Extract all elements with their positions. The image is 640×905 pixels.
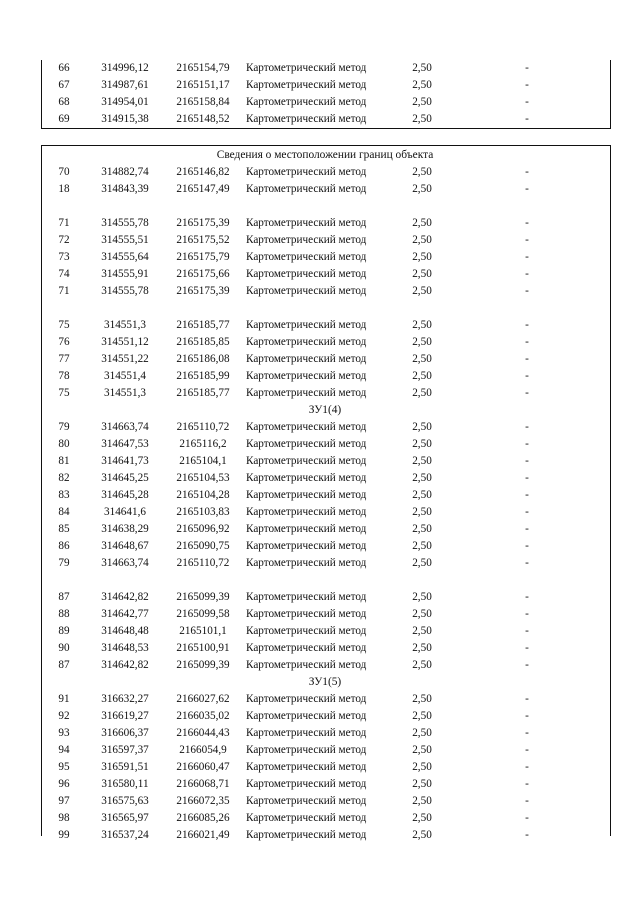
x-coordinate-cell: 316537,24 (101, 829, 149, 841)
point-number-cell: 87 (58, 659, 70, 671)
method-cell: Картометрический метод (246, 472, 367, 484)
method-cell: Картометрический метод (246, 557, 367, 569)
method-cell: Картометрический метод (246, 79, 367, 91)
accuracy-cell: 2,50 (412, 251, 432, 263)
method-cell: Картометрический метод (246, 234, 367, 246)
table-row (0, 759, 640, 776)
x-coordinate-cell: 314987,61 (101, 79, 149, 91)
y-coordinate-cell: 2165175,79 (176, 251, 230, 263)
table-row (0, 776, 640, 793)
description-cell: - (525, 285, 529, 297)
method-cell: Картометрический метод (246, 268, 367, 280)
description-cell: - (525, 829, 529, 841)
x-coordinate-cell: 314954,01 (101, 96, 149, 108)
accuracy-cell: 2,50 (412, 183, 432, 195)
accuracy-cell: 2,50 (412, 591, 432, 603)
table-row (0, 725, 640, 742)
table-row (0, 385, 640, 402)
method-cell: Картометрический метод (246, 421, 367, 433)
x-coordinate-cell: 316580,11 (101, 778, 149, 790)
x-coordinate-cell: 314555,64 (101, 251, 149, 263)
point-number-cell: 76 (58, 336, 70, 348)
y-coordinate-cell: 2165104,28 (176, 489, 230, 501)
x-coordinate-cell: 314551,12 (101, 336, 149, 348)
accuracy-cell: 2,50 (412, 217, 432, 229)
point-number-cell: 18 (58, 183, 70, 195)
accuracy-cell: 2,50 (412, 438, 432, 450)
table-row (0, 111, 640, 128)
accuracy-cell: 2,50 (412, 693, 432, 705)
y-coordinate-cell: 2165100,91 (176, 642, 230, 654)
description-cell: - (525, 523, 529, 535)
accuracy-cell: 2,50 (412, 370, 432, 382)
x-coordinate-cell: 314663,74 (101, 421, 149, 433)
description-cell: - (525, 234, 529, 246)
description-cell: - (525, 96, 529, 108)
table-row (0, 317, 640, 334)
table-row (0, 94, 640, 111)
table-row (0, 453, 640, 470)
method-cell: Картометрический метод (246, 795, 367, 807)
x-coordinate-cell: 314555,51 (101, 234, 149, 246)
x-coordinate-cell: 314648,67 (101, 540, 149, 552)
accuracy-cell: 2,50 (412, 387, 432, 399)
x-coordinate-cell: 314645,28 (101, 489, 149, 501)
y-coordinate-cell: 2165185,77 (176, 387, 230, 399)
method-cell: Картометрический метод (246, 489, 367, 501)
table-row (0, 181, 640, 198)
method-cell: Картометрический метод (246, 319, 367, 331)
description-cell: - (525, 79, 529, 91)
method-cell: Картометрический метод (246, 608, 367, 620)
table-row (0, 249, 640, 266)
table-row (0, 827, 640, 844)
point-number-cell: 81 (58, 455, 70, 467)
accuracy-cell: 2,50 (412, 829, 432, 841)
accuracy-cell: 2,50 (412, 795, 432, 807)
parcel-subheader: ЗУ1(4) (308, 404, 342, 416)
method-cell: Картометрический метод (246, 540, 367, 552)
accuracy-cell: 2,50 (412, 540, 432, 552)
x-coordinate-cell: 314663,74 (101, 557, 149, 569)
point-number-cell: 79 (58, 421, 70, 433)
y-coordinate-cell: 2165090,75 (176, 540, 230, 552)
y-coordinate-cell: 2165151,17 (176, 79, 230, 91)
accuracy-cell: 2,50 (412, 744, 432, 756)
method-cell: Картометрический метод (246, 370, 367, 382)
accuracy-cell: 2,50 (412, 113, 432, 125)
x-coordinate-cell: 314915,38 (101, 113, 149, 125)
x-coordinate-cell: 314843,39 (101, 183, 149, 195)
point-number-cell: 83 (58, 489, 70, 501)
point-number-cell: 92 (58, 710, 70, 722)
table-row (0, 623, 640, 640)
y-coordinate-cell: 2166021,49 (176, 829, 230, 841)
accuracy-cell: 2,50 (412, 761, 432, 773)
table-row (0, 419, 640, 436)
accuracy-cell: 2,50 (412, 319, 432, 331)
description-cell: - (525, 795, 529, 807)
x-coordinate-cell: 314641,6 (104, 506, 146, 518)
method-cell: Картометрический метод (246, 642, 367, 654)
x-coordinate-cell: 316619,27 (101, 710, 149, 722)
x-coordinate-cell: 314555,78 (101, 285, 149, 297)
point-number-cell: 71 (58, 285, 70, 297)
x-coordinate-cell: 314996,12 (101, 62, 149, 74)
accuracy-cell: 2,50 (412, 506, 432, 518)
table-row (0, 691, 640, 708)
point-number-cell: 98 (58, 812, 70, 824)
description-cell: - (525, 62, 529, 74)
description-cell: - (525, 761, 529, 773)
point-number-cell: 96 (58, 778, 70, 790)
point-number-cell: 74 (58, 268, 70, 280)
method-cell: Картометрический метод (246, 625, 367, 637)
description-cell: - (525, 540, 529, 552)
accuracy-cell: 2,50 (412, 812, 432, 824)
table-row (0, 538, 640, 555)
description-cell: - (525, 217, 529, 229)
x-coordinate-cell: 314882,74 (101, 166, 149, 178)
y-coordinate-cell: 2165110,72 (176, 557, 230, 569)
accuracy-cell: 2,50 (412, 659, 432, 671)
method-cell: Картометрический метод (246, 183, 367, 195)
description-cell: - (525, 166, 529, 178)
description-cell: - (525, 370, 529, 382)
y-coordinate-cell: 2165103,83 (176, 506, 230, 518)
accuracy-cell: 2,50 (412, 523, 432, 535)
description-cell: - (525, 113, 529, 125)
point-number-cell: 69 (58, 113, 70, 125)
description-cell: - (525, 183, 529, 195)
y-coordinate-cell: 2165099,39 (176, 659, 230, 671)
point-number-cell: 66 (58, 62, 70, 74)
y-coordinate-cell: 2165148,52 (176, 113, 230, 125)
accuracy-cell: 2,50 (412, 710, 432, 722)
description-cell: - (525, 710, 529, 722)
x-coordinate-cell: 316597,37 (101, 744, 149, 756)
description-cell: - (525, 557, 529, 569)
table-row (0, 708, 640, 725)
method-cell: Картометрический метод (246, 710, 367, 722)
description-cell: - (525, 489, 529, 501)
method-cell: Картометрический метод (246, 217, 367, 229)
method-cell: Картометрический метод (246, 829, 367, 841)
method-cell: Картометрический метод (246, 353, 367, 365)
method-cell: Картометрический метод (246, 455, 367, 467)
accuracy-cell: 2,50 (412, 557, 432, 569)
table-row (0, 351, 640, 368)
y-coordinate-cell: 2165101,1 (179, 625, 227, 637)
y-coordinate-cell: 2165185,85 (176, 336, 230, 348)
table-row (0, 368, 640, 385)
table-row (0, 436, 640, 453)
x-coordinate-cell: 314642,82 (101, 591, 149, 603)
description-cell: - (525, 421, 529, 433)
point-number-cell: 84 (58, 506, 70, 518)
description-cell: - (525, 319, 529, 331)
point-number-cell: 77 (58, 353, 70, 365)
method-cell: Картометрический метод (246, 659, 367, 671)
point-number-cell: 94 (58, 744, 70, 756)
y-coordinate-cell: 2165186,08 (176, 353, 230, 365)
y-coordinate-cell: 2165146,82 (176, 166, 230, 178)
accuracy-cell: 2,50 (412, 234, 432, 246)
y-coordinate-cell: 2165147,49 (176, 183, 230, 195)
point-number-cell: 70 (58, 166, 70, 178)
section-title: Сведения о местоположении границ объекта (216, 149, 434, 161)
accuracy-cell: 2,50 (412, 285, 432, 297)
description-cell: - (525, 438, 529, 450)
point-number-cell: 71 (58, 217, 70, 229)
description-cell: - (525, 455, 529, 467)
description-cell: - (525, 744, 529, 756)
table-row (0, 555, 640, 572)
y-coordinate-cell: 2165175,52 (176, 234, 230, 246)
accuracy-cell: 2,50 (412, 489, 432, 501)
accuracy-cell: 2,50 (412, 353, 432, 365)
x-coordinate-cell: 314645,25 (101, 472, 149, 484)
y-coordinate-cell: 2165154,79 (176, 62, 230, 74)
table-row (0, 793, 640, 810)
description-cell: - (525, 591, 529, 603)
point-number-cell: 90 (58, 642, 70, 654)
y-coordinate-cell: 2166060,47 (176, 761, 230, 773)
accuracy-cell: 2,50 (412, 727, 432, 739)
point-number-cell: 87 (58, 591, 70, 603)
x-coordinate-cell: 314555,91 (101, 268, 149, 280)
accuracy-cell: 2,50 (412, 608, 432, 620)
y-coordinate-cell: 2165099,58 (176, 608, 230, 620)
table-row (0, 60, 640, 77)
x-coordinate-cell: 314642,82 (101, 659, 149, 671)
point-number-cell: 88 (58, 608, 70, 620)
accuracy-cell: 2,50 (412, 62, 432, 74)
x-coordinate-cell: 314551,3 (104, 387, 146, 399)
y-coordinate-cell: 2165185,99 (176, 370, 230, 382)
method-cell: Картометрический метод (246, 113, 367, 125)
parcel-subheader: ЗУ1(5) (308, 676, 342, 688)
method-cell: Картометрический метод (246, 506, 367, 518)
table-row (0, 810, 640, 827)
point-number-cell: 82 (58, 472, 70, 484)
x-coordinate-cell: 314555,78 (101, 217, 149, 229)
description-cell: - (525, 336, 529, 348)
accuracy-cell: 2,50 (412, 336, 432, 348)
point-number-cell: 72 (58, 234, 70, 246)
y-coordinate-cell: 2166068,71 (176, 778, 230, 790)
x-coordinate-cell: 314647,53 (101, 438, 149, 450)
description-cell: - (525, 625, 529, 637)
y-coordinate-cell: 2166027,62 (176, 693, 230, 705)
table-row (0, 334, 640, 351)
method-cell: Картометрический метод (246, 778, 367, 790)
point-number-cell: 67 (58, 79, 70, 91)
method-cell: Картометрический метод (246, 387, 367, 399)
method-cell: Картометрический метод (246, 812, 367, 824)
accuracy-cell: 2,50 (412, 455, 432, 467)
accuracy-cell: 2,50 (412, 79, 432, 91)
x-coordinate-cell: 316591,51 (101, 761, 149, 773)
description-cell: - (525, 472, 529, 484)
point-number-cell: 75 (58, 387, 70, 399)
point-number-cell: 91 (58, 693, 70, 705)
table-row (0, 283, 640, 300)
y-coordinate-cell: 2165104,1 (179, 455, 227, 467)
table-row (0, 657, 640, 674)
table-row (0, 266, 640, 283)
point-number-cell: 73 (58, 251, 70, 263)
description-cell: - (525, 353, 529, 365)
accuracy-cell: 2,50 (412, 625, 432, 637)
table-row (0, 606, 640, 623)
y-coordinate-cell: 2165175,39 (176, 285, 230, 297)
y-coordinate-cell: 2166035,02 (176, 710, 230, 722)
accuracy-cell: 2,50 (412, 472, 432, 484)
description-cell: - (525, 251, 529, 263)
x-coordinate-cell: 314642,77 (101, 608, 149, 620)
point-number-cell: 68 (58, 96, 70, 108)
description-cell: - (525, 812, 529, 824)
point-number-cell: 75 (58, 319, 70, 331)
accuracy-cell: 2,50 (412, 421, 432, 433)
table-row (0, 232, 640, 249)
x-coordinate-cell: 316565,97 (101, 812, 149, 824)
method-cell: Картометрический метод (246, 96, 367, 108)
x-coordinate-cell: 316632,27 (101, 693, 149, 705)
x-coordinate-cell: 316575,63 (101, 795, 149, 807)
method-cell: Картометрический метод (246, 336, 367, 348)
description-cell: - (525, 659, 529, 671)
method-cell: Картометрический метод (246, 166, 367, 178)
method-cell: Картометрический метод (246, 523, 367, 535)
point-number-cell: 79 (58, 557, 70, 569)
method-cell: Картометрический метод (246, 693, 367, 705)
x-coordinate-cell: 314648,53 (101, 642, 149, 654)
x-coordinate-cell: 314551,4 (104, 370, 146, 382)
y-coordinate-cell: 2166085,26 (176, 812, 230, 824)
point-number-cell: 93 (58, 727, 70, 739)
y-coordinate-cell: 2166072,35 (176, 795, 230, 807)
y-coordinate-cell: 2165175,66 (176, 268, 230, 280)
table-row (0, 742, 640, 759)
y-coordinate-cell: 2165175,39 (176, 217, 230, 229)
description-cell: - (525, 778, 529, 790)
x-coordinate-cell: 314551,3 (104, 319, 146, 331)
y-coordinate-cell: 2165096,92 (176, 523, 230, 535)
accuracy-cell: 2,50 (412, 268, 432, 280)
table-row (0, 215, 640, 232)
table-row (0, 589, 640, 606)
point-number-cell: 78 (58, 370, 70, 382)
method-cell: Картометрический метод (246, 744, 367, 756)
accuracy-cell: 2,50 (412, 166, 432, 178)
method-cell: Картометрический метод (246, 251, 367, 263)
method-cell: Картометрический метод (246, 761, 367, 773)
table-row (0, 77, 640, 94)
method-cell: Картометрический метод (246, 285, 367, 297)
table-row (0, 487, 640, 504)
description-cell: - (525, 506, 529, 518)
accuracy-cell: 2,50 (412, 642, 432, 654)
description-cell: - (525, 387, 529, 399)
point-number-cell: 86 (58, 540, 70, 552)
table-row (0, 640, 640, 657)
accuracy-cell: 2,50 (412, 778, 432, 790)
y-coordinate-cell: 2165104,53 (176, 472, 230, 484)
method-cell: Картометрический метод (246, 591, 367, 603)
point-number-cell: 99 (58, 829, 70, 841)
y-coordinate-cell: 2165158,84 (176, 96, 230, 108)
y-coordinate-cell: 2165185,77 (176, 319, 230, 331)
description-cell: - (525, 642, 529, 654)
point-number-cell: 97 (58, 795, 70, 807)
x-coordinate-cell: 314641,73 (101, 455, 149, 467)
description-cell: - (525, 608, 529, 620)
y-coordinate-cell: 2166054,9 (179, 744, 227, 756)
table-row (0, 521, 640, 538)
table-row (0, 164, 640, 181)
description-cell: - (525, 693, 529, 705)
description-cell: - (525, 268, 529, 280)
point-number-cell: 95 (58, 761, 70, 773)
method-cell: Картометрический метод (246, 438, 367, 450)
y-coordinate-cell: 2166044,43 (176, 727, 230, 739)
x-coordinate-cell: 314648,48 (101, 625, 149, 637)
x-coordinate-cell: 314638,29 (101, 523, 149, 535)
x-coordinate-cell: 314551,22 (101, 353, 149, 365)
description-cell: - (525, 727, 529, 739)
y-coordinate-cell: 2165116,2 (179, 438, 227, 450)
method-cell: Картометрический метод (246, 727, 367, 739)
point-number-cell: 85 (58, 523, 70, 535)
y-coordinate-cell: 2165099,39 (176, 591, 230, 603)
y-coordinate-cell: 2165110,72 (176, 421, 230, 433)
table-row (0, 504, 640, 521)
table-row (0, 470, 640, 487)
method-cell: Картометрический метод (246, 62, 367, 74)
point-number-cell: 80 (58, 438, 70, 450)
x-coordinate-cell: 316606,37 (101, 727, 149, 739)
accuracy-cell: 2,50 (412, 96, 432, 108)
point-number-cell: 89 (58, 625, 70, 637)
